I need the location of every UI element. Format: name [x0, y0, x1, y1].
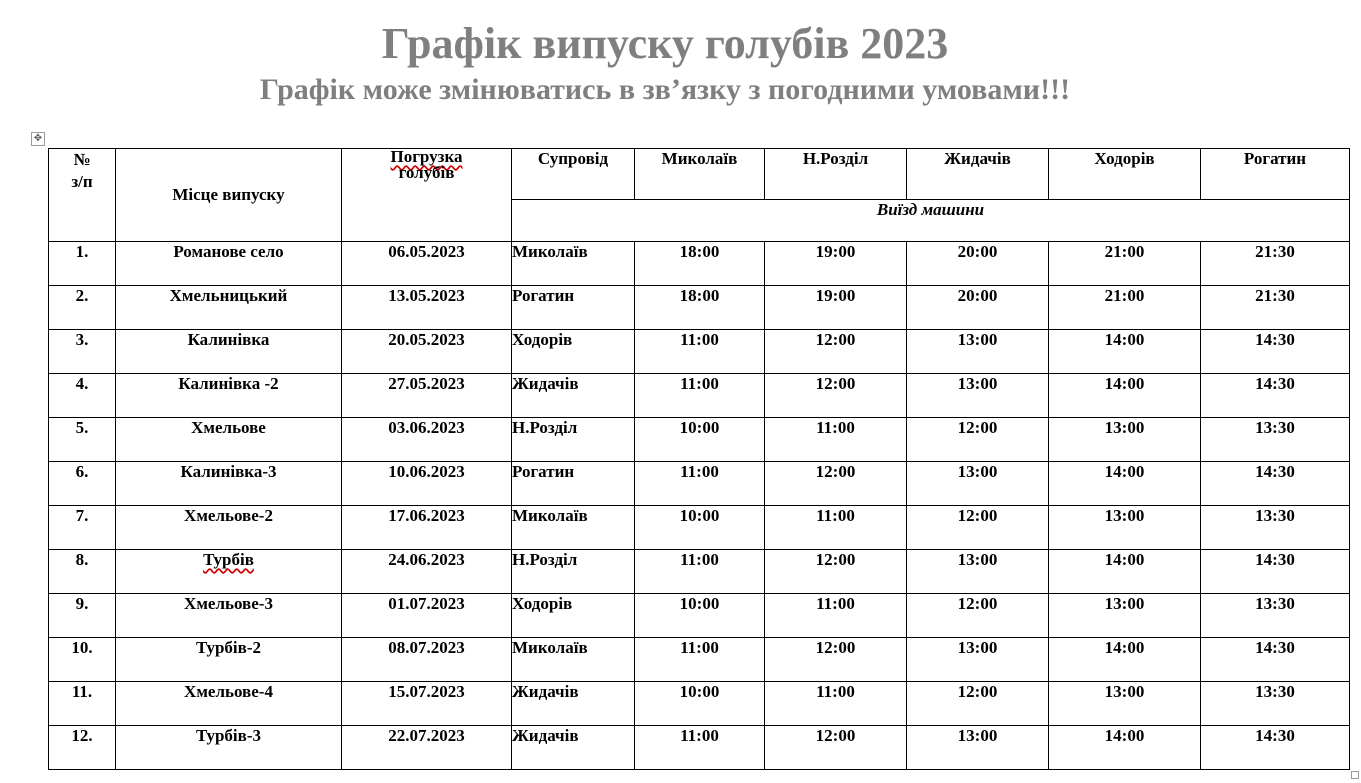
row-number: 8. — [49, 550, 116, 594]
escort-city: Рогатин — [512, 286, 635, 330]
departure-time: 13:30 — [1201, 506, 1350, 550]
row-number: 7. — [49, 506, 116, 550]
departure-time: 13:00 — [1049, 594, 1201, 638]
table-row — [49, 594, 1350, 638]
departure-time: 14:00 — [1049, 330, 1201, 374]
departure-time: 11:00 — [765, 682, 907, 726]
loading-date: 10.06.2023 — [342, 462, 512, 506]
document-title: Графік випуску голубів 2023 — [381, 19, 949, 68]
loading-date: 24.06.2023 — [342, 550, 512, 594]
table-row — [49, 550, 1350, 594]
loading-date: 20.05.2023 — [342, 330, 512, 374]
resize-handle-icon[interactable] — [1351, 771, 1359, 779]
release-place: Турбів-2 — [116, 638, 342, 682]
departure-time: 14:00 — [1049, 638, 1201, 682]
departure-time: 13:00 — [1049, 506, 1201, 550]
departure-time: 18:00 — [635, 242, 765, 286]
departure-time: 18:00 — [635, 286, 765, 330]
release-place: Романове село — [116, 242, 342, 286]
table-row — [49, 286, 1350, 330]
release-place-text: Турбів — [203, 550, 254, 569]
table-row — [49, 374, 1350, 418]
row-number: 2. — [49, 286, 116, 330]
escort-city: Миколаїв — [512, 638, 635, 682]
departure-time: 14:30 — [1201, 330, 1350, 374]
release-schedule-table — [48, 148, 1350, 770]
header-loading-line2: голубів — [398, 163, 455, 182]
departure-time: 13:30 — [1201, 418, 1350, 462]
departure-time: 13:00 — [907, 638, 1049, 682]
header-number-line2: з/п — [71, 172, 93, 191]
move-handle-icon[interactable]: ✥ — [31, 132, 45, 146]
departure-time: 13:30 — [1201, 594, 1350, 638]
header-row — [49, 149, 1350, 200]
loading-date: 08.07.2023 — [342, 638, 512, 682]
loading-date: 17.06.2023 — [342, 506, 512, 550]
departure-time: 11:00 — [635, 462, 765, 506]
table-row — [49, 682, 1350, 726]
row-number: 4. — [49, 374, 116, 418]
departure-time: 14:30 — [1201, 726, 1350, 770]
departure-time: 21:00 — [1049, 242, 1201, 286]
departure-time: 12:00 — [907, 594, 1049, 638]
table-row — [49, 462, 1350, 506]
escort-city: Рогатин — [512, 462, 635, 506]
departure-time: 21:30 — [1201, 286, 1350, 330]
departure-time: 14:30 — [1201, 462, 1350, 506]
release-place: Хмельове-3 — [116, 594, 342, 638]
departure-time: 14:00 — [1049, 726, 1201, 770]
release-place: Калинівка — [116, 330, 342, 374]
departure-time: 19:00 — [765, 242, 907, 286]
row-number: 11. — [49, 682, 116, 726]
departure-time: 13:00 — [1049, 682, 1201, 726]
departure-time: 11:00 — [635, 638, 765, 682]
release-place: Хмельове-4 — [116, 682, 342, 726]
release-place: Калинівка-3 — [116, 462, 342, 506]
release-place: Хмельове-2 — [116, 506, 342, 550]
departure-time: 21:30 — [1201, 242, 1350, 286]
header-loading-line1: Погрузка — [390, 148, 463, 166]
departure-time: 10:00 — [635, 594, 765, 638]
departure-time: 11:00 — [765, 418, 907, 462]
header-departure: Виїзд машини — [512, 199, 1350, 241]
row-number: 9. — [49, 594, 116, 638]
row-number: 1. — [49, 242, 116, 286]
table-row — [49, 330, 1350, 374]
loading-date: 15.07.2023 — [342, 682, 512, 726]
loading-date: 13.05.2023 — [342, 286, 512, 330]
loading-date: 03.06.2023 — [342, 418, 512, 462]
departure-time: 12:00 — [765, 550, 907, 594]
table-row — [49, 242, 1350, 286]
table-row — [49, 638, 1350, 682]
departure-time: 20:00 — [907, 242, 1049, 286]
departure-time: 12:00 — [765, 726, 907, 770]
row-number: 5. — [49, 418, 116, 462]
departure-time: 14:00 — [1049, 550, 1201, 594]
table-row — [49, 506, 1350, 550]
header-city: Н.Розділ — [765, 149, 907, 200]
escort-city: Миколаїв — [512, 242, 635, 286]
departure-time: 11:00 — [635, 374, 765, 418]
departure-time: 12:00 — [907, 682, 1049, 726]
escort-city: Н.Розділ — [512, 418, 635, 462]
departure-time: 10:00 — [635, 506, 765, 550]
departure-time: 11:00 — [635, 550, 765, 594]
release-place: Хмельове — [116, 418, 342, 462]
departure-time: 19:00 — [765, 286, 907, 330]
release-place: Турбів-3 — [116, 726, 342, 770]
departure-time: 11:00 — [635, 330, 765, 374]
escort-city: Жидачів — [512, 374, 635, 418]
release-place — [116, 550, 342, 594]
departure-time: 10:00 — [635, 418, 765, 462]
escort-city: Ходорів — [512, 330, 635, 374]
loading-date: 22.07.2023 — [342, 726, 512, 770]
row-number: 12. — [49, 726, 116, 770]
departure-time: 13:00 — [907, 330, 1049, 374]
header-city: Рогатин — [1201, 149, 1350, 200]
departure-time: 12:00 — [765, 374, 907, 418]
departure-time: 11:00 — [635, 726, 765, 770]
loading-date: 06.05.2023 — [342, 242, 512, 286]
release-place: Хмельницький — [116, 286, 342, 330]
header-number-line1: № — [73, 150, 91, 169]
departure-time: 12:00 — [765, 638, 907, 682]
departure-time: 11:00 — [765, 594, 907, 638]
document-subtitle: Графік може змінюватись в зв’язку з погодними умовами!!! — [259, 73, 1071, 106]
header-place: Місце випуску — [116, 149, 342, 242]
escort-city: Жидачів — [512, 682, 635, 726]
table-row — [49, 418, 1350, 462]
departure-time: 21:00 — [1049, 286, 1201, 330]
header-city: Миколаїв — [635, 149, 765, 200]
departure-time: 13:00 — [907, 726, 1049, 770]
header-city: Ходорів — [1049, 149, 1201, 200]
departure-time: 12:00 — [765, 330, 907, 374]
schedule-body — [49, 242, 1350, 770]
table-row — [49, 726, 1350, 770]
departure-time: 12:00 — [765, 462, 907, 506]
row-number: 10. — [49, 638, 116, 682]
departure-time: 10:00 — [635, 682, 765, 726]
release-place: Калинівка -2 — [116, 374, 342, 418]
escort-city: Миколаїв — [512, 506, 635, 550]
row-number: 3. — [49, 330, 116, 374]
departure-time: 12:00 — [907, 506, 1049, 550]
header-city: Жидачів — [907, 149, 1049, 200]
departure-time: 14:00 — [1049, 462, 1201, 506]
departure-time: 12:00 — [907, 418, 1049, 462]
departure-time: 11:00 — [765, 506, 907, 550]
departure-time: 14:00 — [1049, 374, 1201, 418]
escort-city: Ходорів — [512, 594, 635, 638]
loading-date: 27.05.2023 — [342, 374, 512, 418]
row-number: 6. — [49, 462, 116, 506]
departure-time: 13:30 — [1201, 682, 1350, 726]
departure-time: 20:00 — [907, 286, 1049, 330]
departure-time: 14:30 — [1201, 638, 1350, 682]
header-number — [49, 149, 116, 242]
header-escort: Супровід — [512, 149, 635, 200]
departure-time: 13:00 — [907, 374, 1049, 418]
departure-time: 14:30 — [1201, 374, 1350, 418]
loading-date: 01.07.2023 — [342, 594, 512, 638]
departure-time: 13:00 — [907, 462, 1049, 506]
header-loading — [342, 149, 512, 242]
escort-city: Н.Розділ — [512, 550, 635, 594]
escort-city: Жидачів — [512, 726, 635, 770]
departure-time: 13:00 — [1049, 418, 1201, 462]
departure-time: 14:30 — [1201, 550, 1350, 594]
departure-time: 13:00 — [907, 550, 1049, 594]
